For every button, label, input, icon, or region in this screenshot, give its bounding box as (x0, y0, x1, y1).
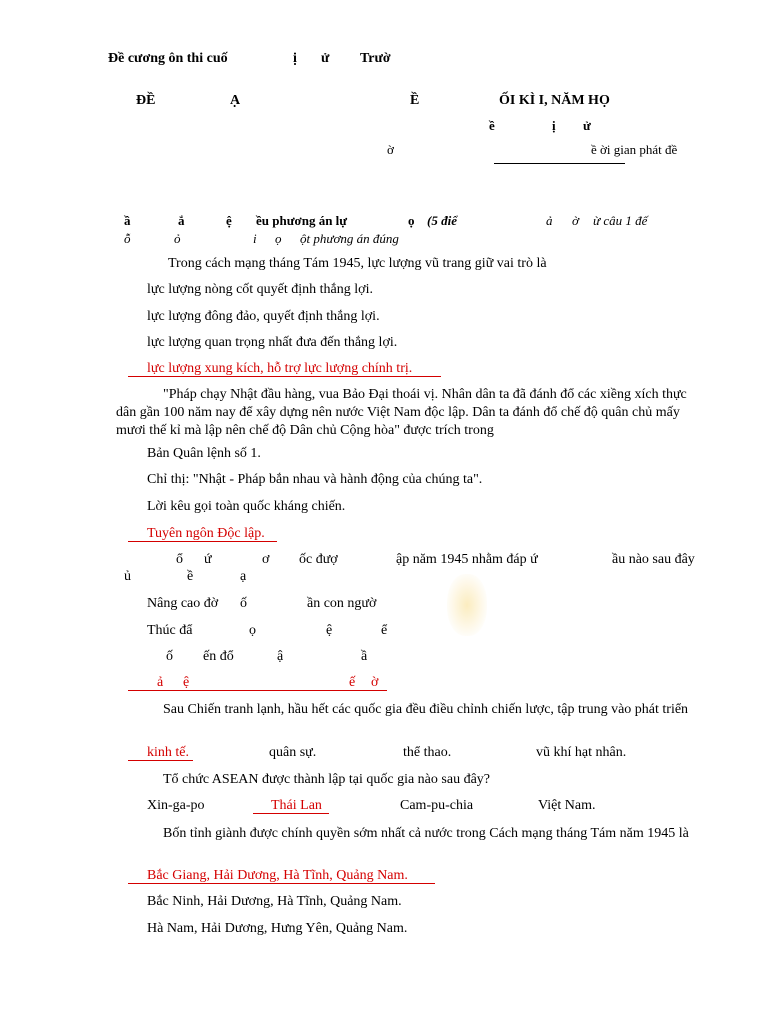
answer-underline (128, 541, 277, 542)
instr-fragment: i (253, 231, 257, 246)
subtitle-fragment: ị (552, 118, 556, 133)
question-1-stem: Trong cách mạng tháng Tám 1945, lực lượng vũ trang giữ vai trò là (168, 256, 547, 271)
question-4-answer: kinh tế. (147, 745, 189, 760)
q3-fragment: ầ (361, 649, 368, 664)
q3-fragment: ầu nào sau đây (612, 552, 695, 567)
q3-fragment: ệ (183, 675, 190, 690)
header-text: Trườ (360, 51, 391, 66)
exam-title (0, 94, 768, 110)
instructions-line-2 (0, 232, 768, 248)
question-4-option-b: quân sự. (269, 745, 317, 760)
q3-fragment: ập năm 1945 nhằm đáp ứ (396, 552, 538, 567)
answer-underline (128, 883, 435, 884)
time-fragment: ờ (387, 142, 394, 157)
instr-fragment: ọ (275, 231, 282, 246)
q3-fragment: ến đổ (203, 649, 234, 664)
separator-line (494, 163, 625, 164)
answer-underline (128, 760, 193, 761)
question-5-answer: Thái Lan (271, 798, 322, 813)
question-4-option-d: vũ khí hạt nhân. (536, 745, 627, 760)
q3-fragment: Nâng cao đờ (147, 596, 219, 611)
instr-fragment: ều phương án lự (256, 213, 348, 228)
instr-fragment: ỏ (174, 231, 181, 246)
instructions-line-1 (0, 214, 768, 230)
instr-fragment: (5 điể (427, 213, 457, 228)
question-2-answer: Tuyên ngôn Độc lập. (147, 526, 265, 541)
question-6-answer: Bắc Giang, Hải Dương, Hà Tĩnh, Quảng Nam. (147, 868, 408, 883)
question-1-option-b: lực lượng đông đảo, quyết định thắng lợi. (147, 309, 380, 324)
question-4-stem: Sau Chiến tranh lạnh, hầu hết các quốc gia đều điều chỉnh chiến lược, tập trung vào phát triển (163, 702, 689, 717)
question-4-option-c: thể thao. (403, 745, 452, 760)
q3-fragment: ốc đượ (299, 552, 338, 567)
instr-fragment: ắ (178, 213, 185, 228)
subtitle-fragment: ề (489, 118, 495, 133)
q3-fragment: ần con ngườ (307, 596, 377, 611)
question-3-option-b (0, 624, 768, 640)
time-fragment: ời gian phát đề (600, 142, 678, 157)
header-line-1 (108, 51, 391, 66)
question-2-option-a: Bản Quân lệnh số 1. (147, 446, 261, 461)
question-5-option-a: Xin-ga-po (147, 798, 205, 813)
q3-fragment: ủ (124, 569, 131, 584)
question-5-stem: Tổ chức ASEAN được thành lập tại quốc gia nào sau đây? (163, 772, 490, 787)
q3-fragment: ổ (176, 552, 183, 567)
q3-fragment: ế (349, 675, 356, 690)
q3-fragment: ậ (277, 649, 284, 664)
instr-fragment: ầ (124, 213, 131, 228)
title-fragment: Ạ (230, 93, 241, 108)
question-2-option-c: Lời kêu gọi toàn quốc kháng chiến. (147, 499, 346, 514)
q3-fragment: ơ (262, 552, 270, 567)
q3-fragment: ệ (326, 623, 333, 638)
answer-underline (128, 376, 441, 377)
question-1-option-c: lực lượng quan trọng nhất đưa đến thắng lợi. (147, 335, 398, 350)
title-fragment: ĐỀ (136, 93, 156, 108)
question-5-option-d: Việt Nam. (538, 798, 596, 813)
question-3-stem-line-2 (0, 570, 768, 586)
question-5-option-c: Cam-pu-chia (400, 798, 474, 813)
instr-fragment: ọ (408, 213, 415, 228)
question-2-stem: "Pháp chạy Nhật đầu hàng, vua Bảo Đại thoái vị. Nhân dân ta đã đánh đổ các xiềng xích thực dân gần 100 năm nay để xây dựng nên nước Việt Nam độc lập. Dân ta đánh đổ chế độ quân chủ mấy mươi thế kỉ mà lập nên chế độ Dân chủ Cộng hòa" được trích trong (116, 387, 687, 438)
answer-underline (253, 813, 329, 814)
header-text: ị (293, 51, 297, 66)
question-6-option-b: Bắc Ninh, Hải Dương, Hà Tĩnh, Quảng Nam. (147, 894, 402, 909)
question-2-option-b: Chỉ thị: "Nhật - Pháp bắn nhau và hành động của chúng ta". (147, 472, 483, 487)
instr-fragment: ột phương án đúng (300, 231, 399, 246)
question-3-option-c (0, 650, 768, 666)
subtitle-fragment: ử (583, 118, 591, 133)
q3-fragment: Thúc đẩ (147, 623, 193, 638)
answer-underline (128, 690, 387, 691)
exam-time-line (0, 143, 768, 159)
question-6-option-c: Hà Nam, Hải Dương, Hưng Yên, Quảng Nam. (147, 921, 408, 936)
title-fragment: Ề (410, 93, 420, 108)
header-text: ử (321, 51, 330, 66)
instr-fragment: ệ (226, 213, 232, 228)
instr-fragment: ừ câu 1 đế (593, 213, 648, 228)
question-1-answer: lực lượng xung kích, hỗ trợ lực lượng chính trị. (147, 361, 413, 376)
question-3-stem-line-1 (0, 553, 768, 569)
q3-fragment: ố (240, 596, 247, 611)
q3-fragment: ề (187, 569, 194, 584)
time-fragment: ề (591, 142, 597, 157)
question-3-option-a (0, 597, 768, 613)
title-fragment: ỐI KÌ I, NĂM HỌ (499, 93, 610, 108)
q3-fragment: ọ (249, 623, 256, 638)
q3-fragment: ả (157, 675, 164, 690)
question-1-option-a: lực lượng nòng cốt quyết định thắng lợi. (147, 282, 373, 297)
q3-fragment: ố (166, 649, 173, 664)
header-text: Đề cương ôn thi cuố (108, 51, 228, 66)
instr-fragment: ả (546, 213, 553, 228)
instr-fragment: ỗ (124, 231, 131, 246)
exam-subtitle (0, 119, 768, 135)
q3-fragment: ứ (204, 552, 212, 567)
q3-fragment: ạ (240, 569, 247, 584)
q3-fragment: ờ (371, 675, 379, 690)
q3-fragment: ể (381, 623, 388, 638)
instr-fragment: ờ (572, 213, 579, 228)
question-6-stem: Bốn tỉnh giành được chính quyền sớm nhất cả nước trong Cách mạng tháng Tám năm 1945 là (163, 826, 689, 841)
